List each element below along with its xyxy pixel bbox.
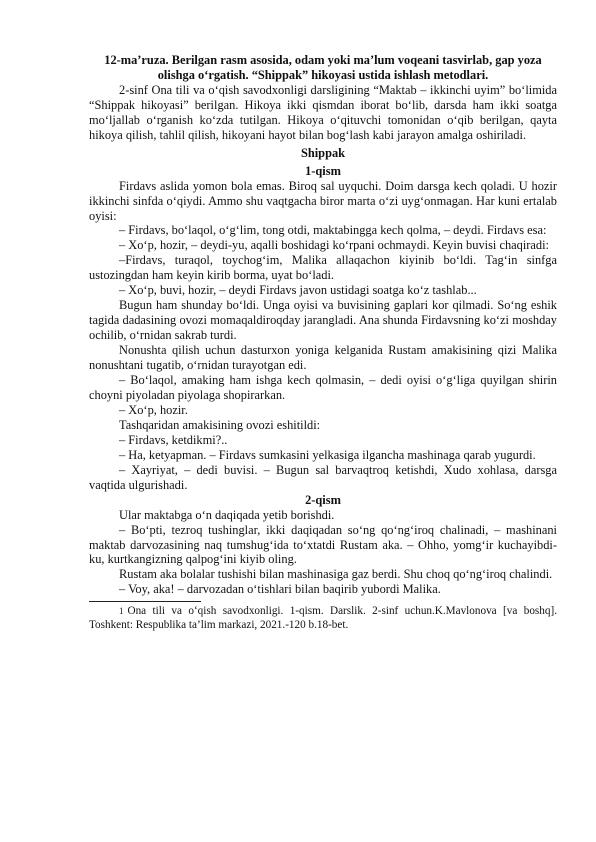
story-paragraph: Firdavs aslida yomon bola emas. Biroq sal uyquchi. Doim darsga kech qoladi. U hozir ikkinchi sinfda o‘qiydi. Ammo shu vaqtgacha biror marta o‘zi uyg‘onmagan. Har kuni ertalab oyisi: (89, 178, 557, 223)
footnote-number: 1 (119, 606, 124, 617)
intro-paragraph: 2-sinf Ona tili va o‘qish savodxonligi darsligining “Maktab – ikkinchi uyim” bo‘limida “Shippak hikoyasi” berilgan. Hikoya ikki qismdan iborat bo‘lib, darsda ham ikki soatga mo‘ljallab o‘rganish ko‘zda tutilgan. Hikoya o‘qituvchi tomonidan o‘qib berilgan, qayta hikoya qilish, tahlil qilish, hikoyani hayot bilan bog‘lash kabi jarayon amalga oshiriladi. (89, 82, 557, 142)
story-paragraph: Nonushta qilish uchun dasturxon yoniga kelganida Rustam amakisining qizi Malika nonushtani tugatib, o‘rnidan turayotgan edi. (89, 343, 557, 373)
footnote-text: Ona tili va o‘qish savodxonligi. 1-qism. Darslik. 2-sinf uchun.K.Mavlonova [va boshq]. Toshkent: Respublika ta’lim markazi, 2021.-120 b.18-bet. (89, 605, 557, 631)
story-paragraph: Rustam aka bolalar tushishi bilan mashinasiga gaz berdi. Shu choq qo‘ng‘iroq chalindi. (119, 567, 553, 582)
story-paragraph: – Firdavs, bo‘laqol, o‘g‘lim, tong otdi, maktabingga kech qolma, – deydi. Firdavs esa: (119, 223, 547, 238)
story-title: Shippak (300, 145, 346, 160)
footnote (89, 605, 557, 632)
story-paragraph: – Voy, aka! – darvozadan o‘tishlari bilan baqirib yubordi Malika. (119, 582, 441, 597)
story-paragraph: –Firdavs, turaqol, toychog‘im, Malika allaqachon kiyinib bo‘ldi. Tag‘in sinfga ustozingdan ham keyin kirib borma, uyat bo‘ladi. (89, 253, 557, 283)
part1-body (89, 179, 557, 493)
lecture-title: 12-ma’ruza. Berilgan rasm asosida, odam yoki ma’lum voqeani tasvirlab, gap yoza olishga o‘rgatish. “Shippak” hikoyasi ustida ishlash metodlari. (104, 53, 542, 82)
story-paragraph: Ular maktabga o‘n daqiqada yetib borishdi. (119, 507, 335, 522)
story-paragraph: – Ha, ketyapman. – Firdavs sumkasini yelkasiga ilgancha mashinaga qarab yugurdi. (119, 447, 536, 462)
footnote-divider (89, 601, 201, 602)
story-paragraph: – Xayriyat, – dedi buvisi. – Bugun sal barvaqtroq ketishdi, Xudo xohlasa, darsga vaqtida ulgurishadi. (89, 462, 557, 492)
story-paragraph: – Firdavs, ketdikmi?.. (119, 432, 228, 447)
page-content (89, 53, 557, 632)
story-paragraph: – Xo‘p, hozir, – deydi-yu, aqalli boshidagi ko‘rpani ochmaydi. Keyin buvisi chaqiradi: (119, 238, 549, 253)
story-paragraph: – Xo‘p, buvi, hozir, – deydi Firdavs javon ustidagi soatga ko‘z tashlab... (119, 283, 477, 298)
story-paragraph: Bugun ham shunday bo‘ldi. Unga oyisi va buvisining gaplari kor qilmadi. So‘ng eshik tagida dadasining ovozi momaqaldiroqday jarangladi. Ana shunda Firdavsning ko‘zi moshday ochilib, o‘rnidan sakrab turdi. (89, 298, 557, 343)
part1-heading: 1-qism (305, 163, 341, 178)
story-paragraph: – Xo‘p, hozir. (119, 402, 188, 417)
part2-body (89, 508, 557, 598)
story-paragraph: – Bo‘laqol, amaking ham ishga kech qolmasin, – dedi oyisi o‘g‘liga quyilgan shirin choyni piyoladan piyolaga shopirarkan. (89, 373, 557, 402)
story-paragraph: Tashqaridan amakisining ovozi eshitildi: (119, 417, 321, 432)
part2-heading: 2-qism (305, 492, 341, 507)
story-paragraph: – Bo‘pti, tezroq tushinglar, ikki daqiqadan so‘ng qo‘ng‘iroq chalinadi, – mashinani maktab darvozasining naq tumshug‘ida to‘xtatdi Rustam aka. – Ohho, yomg‘ir kuchayibdi-ku, kurtkangizning qalpog‘ini kiyib oling. (89, 522, 557, 567)
